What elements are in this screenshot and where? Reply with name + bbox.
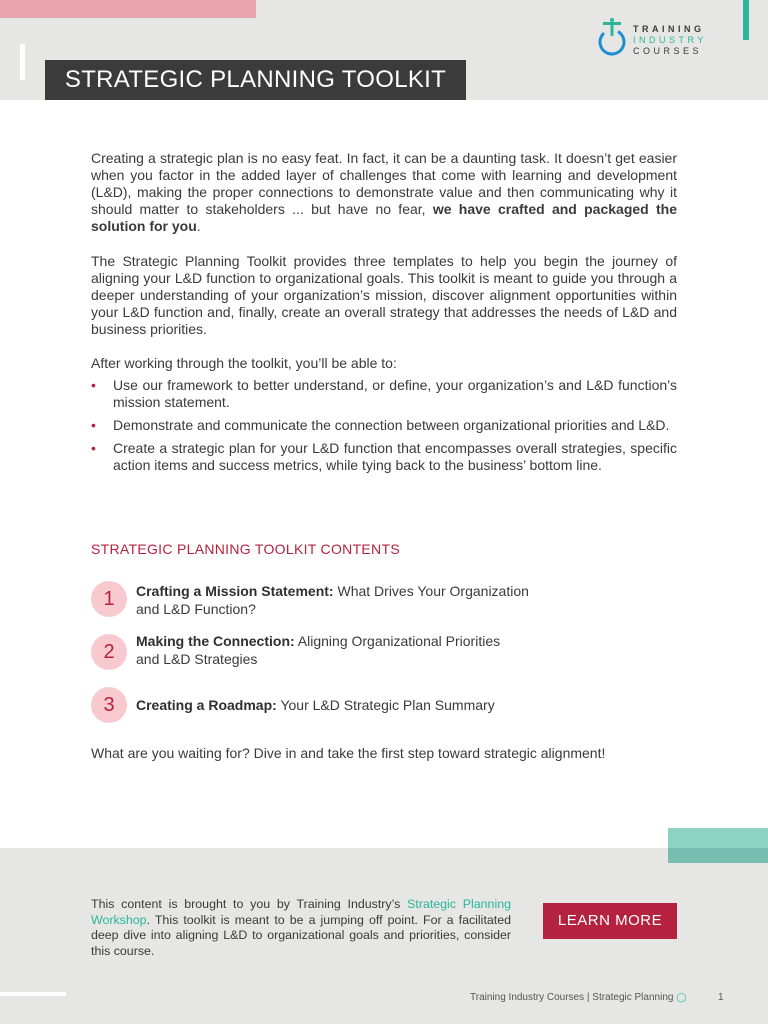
contents-item-text [136, 696, 495, 714]
intro-paragraph-1 [91, 150, 677, 235]
logo-wordmark [633, 24, 707, 57]
bullet-icon: • [91, 417, 96, 433]
top-pink-accent-bar [0, 0, 256, 18]
teal-accent-strip [668, 828, 768, 848]
contents-item-desc-2: and L&D Function? [136, 601, 256, 617]
contents-item-2 [91, 632, 691, 672]
contents-item-desc: Aligning Organizational Priorities [294, 633, 501, 649]
list-item-text: Create a strategic plan for your L&D function that encompasses overall strategies, specific action items and success metrics, while tying back to the business’ bottom line. [113, 440, 677, 473]
footer-promo-text [91, 897, 511, 959]
intro-p1-end: . [196, 218, 201, 234]
page-footer-text: Training Industry Courses | Strategic Planning [470, 992, 674, 1003]
bottom-white-accent-bar [0, 992, 66, 996]
contents-item-text [136, 582, 529, 618]
logo-line-2: INDUSTRY [633, 35, 707, 45]
logo-line-3: COURSES [633, 46, 703, 56]
left-white-accent-line [20, 44, 25, 80]
contents-item-title: Creating a Roadmap: [136, 697, 277, 713]
learn-more-button[interactable]: LEARN MORE [543, 903, 677, 939]
contents-item-desc: Your L&D Strategic Plan Summary [276, 697, 495, 713]
top-teal-accent-bar [743, 0, 749, 40]
list-item-text: Use our framework to better understand, or define, your organization’s and L&D function’s mission statement. [113, 377, 677, 410]
logo-mark-icon: ◯ [676, 992, 687, 1002]
number-badge: 1 [91, 581, 127, 617]
logo-icon [597, 18, 631, 58]
closing-line: What are you waiting for? Dive in and take the first step toward strategic alignment! [91, 745, 606, 761]
intro-p1-text: Creating a strategic plan is no easy feat. In fact, it can be a daunting task. It doesn’t get easier when you factor in the added layer of challenges that come with learning and development (L&D), making the proper connections to demonstrate value and then communicating why it should matter to stakeholders ... but have no fear, [91, 150, 677, 217]
workshop-link[interactable]: Strategic Planning Workshop [91, 897, 511, 927]
footer-text-after: . This toolkit is meant to be a jumping off point. For a facilitated deep dive into aligning L&D to organizational goals and priorities, consider this course. [91, 912, 511, 958]
outcomes-list [91, 377, 677, 480]
intro-p1-bold: we have crafted and packaged the solution for you [91, 201, 678, 234]
list-item [91, 440, 677, 474]
list-item [91, 377, 677, 411]
intro-paragraph-3: After working through the toolkit, you’ll be able to: [91, 355, 397, 371]
list-item-text: Demonstrate and communicate the connection between organizational priorities and L&D. [113, 417, 670, 433]
contents-item-desc-2: and L&D Strategies [136, 651, 258, 667]
intro-paragraph-2: The Strategic Planning Toolkit provides three templates to help you begin the journey of aligning your L&D function to organizational goals. This toolkit is meant to guide you through a deeper understanding of your organization’s mission, discover alignment opportunities within your L&D function and, finally, create an overall strategy that addresses the needs of L&D and business priorities. [91, 253, 677, 337]
contents-item-1 [91, 580, 691, 620]
list-item [91, 417, 677, 434]
number-badge: 2 [91, 634, 127, 670]
contents-item-desc: What Drives Your Organization [333, 583, 529, 599]
page-footer [470, 992, 686, 1003]
number-badge: 3 [91, 687, 127, 723]
contents-item-title: Making the Connection: [136, 633, 295, 649]
bullet-icon: • [91, 377, 96, 393]
teal-accent-strip-dark [668, 848, 768, 863]
page-title: STRATEGIC PLANNING TOOLKIT [45, 60, 466, 100]
contents-item-3 [91, 686, 691, 726]
page-number: 1 [718, 992, 724, 1003]
footer-text-before: This content is brought to you by Training Industry’s [91, 897, 408, 911]
contents-item-title: Crafting a Mission Statement: [136, 583, 334, 599]
contents-heading: STRATEGIC PLANNING TOOLKIT CONTENTS [91, 541, 400, 557]
bullet-icon: • [91, 440, 96, 456]
training-industry-logo[interactable] [597, 18, 727, 62]
logo-line-1: TRAINING [633, 24, 705, 34]
contents-item-text [136, 632, 500, 668]
